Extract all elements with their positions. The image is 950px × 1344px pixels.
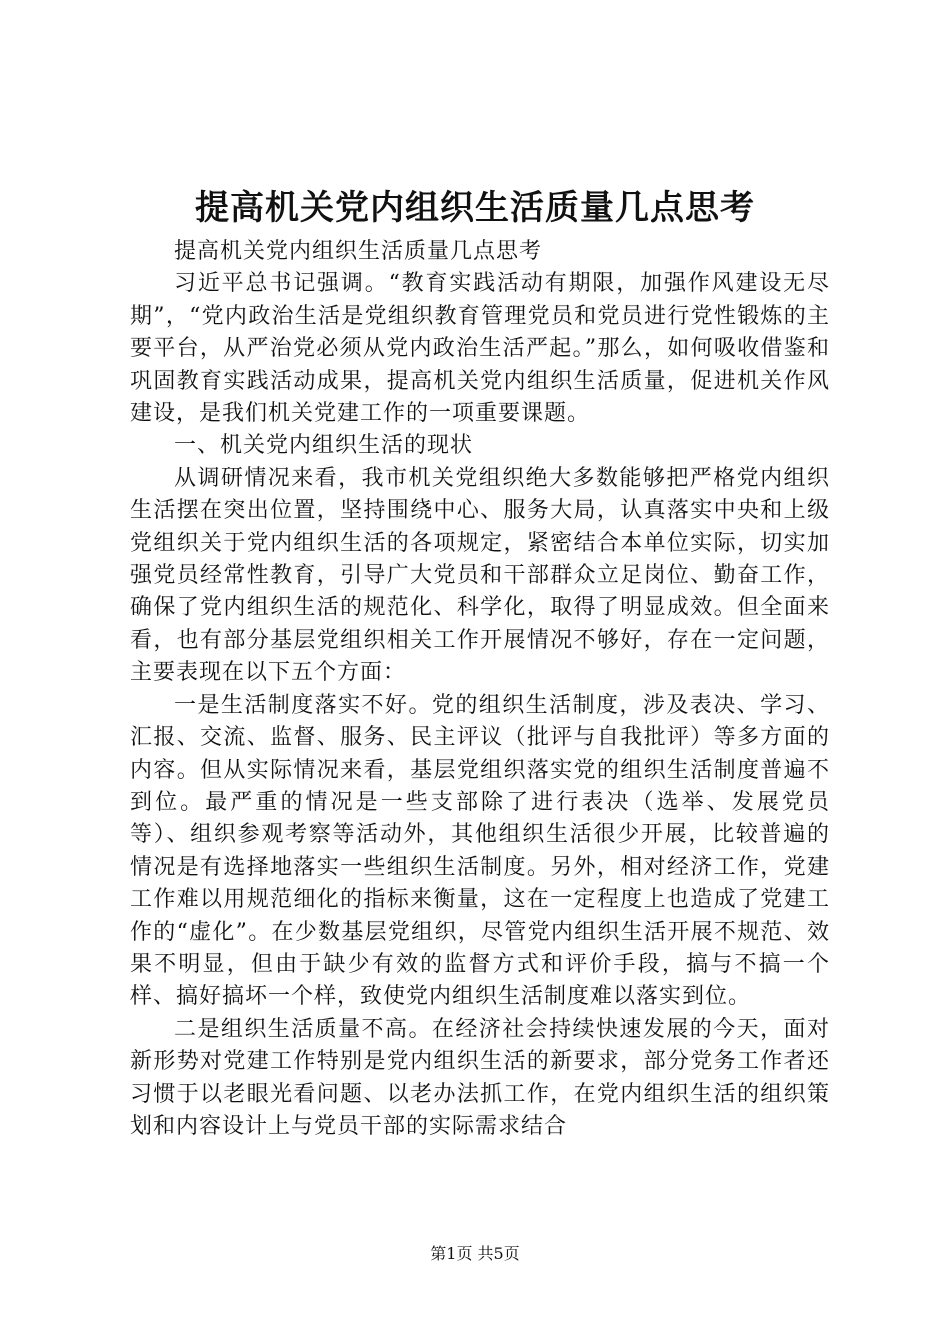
- section-heading: 一、机关党内组织生活的现状: [174, 433, 474, 459]
- paragraph-point-two: 二是组织生活质量不高。在经济社会持续快速发展的今天，面对新形势对党建工作特别是党内组织生活的新要求，部分党务工作者还习惯于以老眼光看问题、以老办法抓工作，在党内组织生活的组织策划和内容设计上与党员干部的实际需求结合: [130, 1016, 830, 1139]
- paragraph-subtitle: 提高机关党内组织生活质量几点思考: [174, 239, 543, 264]
- document-body: [130, 236, 830, 1143]
- paragraph-intro: 习近平总书记强调。“教育实践活动有期限，加强作风建设无尽期”，“党内政治生活是党组织教育管理党员和党员进行党性锻炼的主要平台，从严治党必须从党内政治生活严起。”那么，如何吸收借鉴和巩固教育实践活动成果，提高机关党内组织生活质量，促进机关作风建设，是我们机关党建工作的一项重要课题。: [130, 271, 830, 427]
- paragraph-status: 从调研情况来看，我市机关党组织绝大多数能够把严格党内组织生活摆在突出位置，坚持围绕中心、服务大局，认真落实中央和上级党组织关于党内组织生活的各项规定，紧密结合本单位实际，切实加强党员经常性教育，引导广大党员和干部群众立足岗位、勤奋工作，确保了党内组织生活的规范化、科学化，取得了明显成效。但全面来看，也有部分基层党组织相关工作开展情况不够好，存在一定问题，主要表现在以下五个方面：: [130, 465, 830, 686]
- document-title: 提高机关党内组织生活质量几点思考: [195, 188, 755, 228]
- page-number-footer: 第1页 共5页: [430, 1244, 520, 1263]
- paragraph-point-one: 一是生活制度落实不好。党的组织生活制度，涉及表决、学习、汇报、交流、监督、服务、民主评议（批评与自我批评）等多方面的内容。但从实际情况来看，基层党组织落实党的组织生活制度普遍不到位。最严重的情况是一些支部除了进行表决（选举、发展党员等）、组织参观考察等活动外，其他组织生活很少开展，比较普遍的情况是有选择地落实一些组织生活制度。另外，相对经济工作，党建工作难以用规范细化的指标来衡量，这在一定程度上也造成了党建工作的“虚化”。在少数基层党组织，尽管党内组织生活开展不规范、效果不明显，但由于缺少有效的监督方式和评价手段，搞与不搞一个样、搞好搞坏一个样，致使党内组织生活制度难以落实到位。: [130, 692, 830, 1010]
